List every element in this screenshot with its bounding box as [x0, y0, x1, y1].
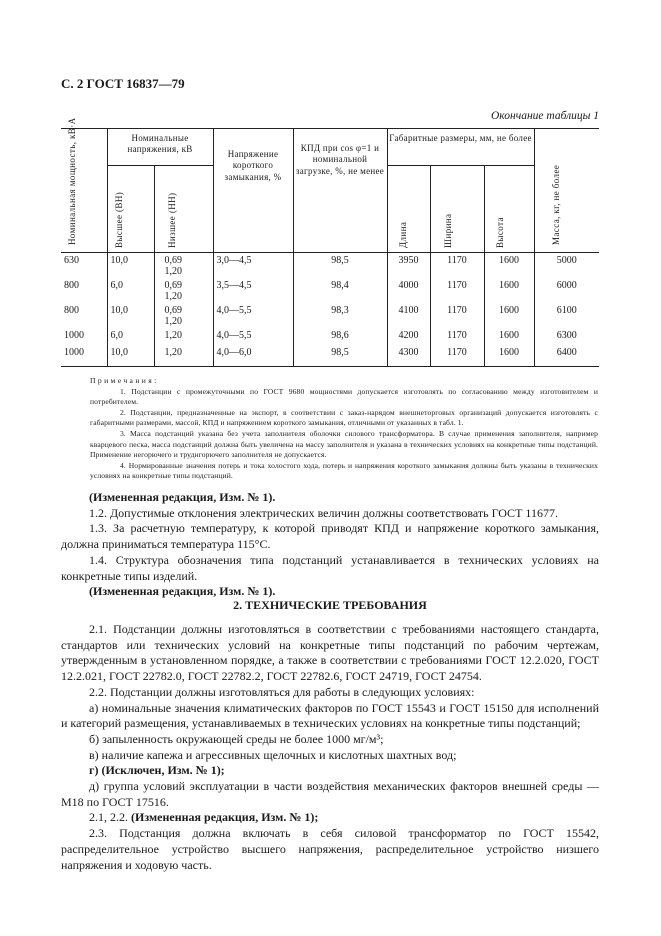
para-2-1-2-2-edit: 2.1, 2.2. (Измененная редакция, Изм. № 1);: [89, 810, 319, 825]
edit-note-1: (Измененная редакция, Изм. № 1).: [89, 490, 276, 504]
section-2-title: 2. ТЕХНИЧЕСКИЕ ТРЕБОВАНИЯ: [233, 598, 427, 612]
page-header: С. 2 ГОСТ 16837—79: [61, 76, 185, 91]
table-row: 630 10,0 0,69 1,20 3,0—4,5 98,5 3950 1170 1600 5000: [61, 253, 599, 278]
para-2-2-d: д) группа условий эксплуатации в части воздействия механических факторов внешней среды — М18 по ГОСТ 17516.: [61, 779, 599, 809]
table-caption: Окончание таблицы 1: [491, 110, 599, 122]
edit-note-2: (Измененная редакция, Изм. № 1).: [89, 584, 276, 599]
para-1-3: 1.3. За расчетную температуру, к которой приводят КПД и напряжение короткого замыкания, должна приниматься температура 115°С.: [61, 521, 599, 552]
para-2-2: 2.2. Подстанции должны изготовляться для работы в следующих условиях:: [89, 684, 475, 699]
table-row: 800 10,0 0,69 1,20 4,0—5,5 98,3 4100 1170 1600 6100: [61, 303, 599, 328]
col-low-header: Низшее (НН): [154, 166, 213, 253]
note-1: 1. Подстанции с промежуточными по ГОСТ 9680 мощностями допускается изготовлять по согласованию между изготовителем и потребителем.: [90, 386, 598, 407]
para-2-2-v: в) наличие капежа и агрессивных щелочных и кислотных шахтных вод;: [89, 747, 457, 762]
notes-title: Примечания:: [90, 376, 159, 385]
note-4: 4. Нормированные значения потерь и тока холостого хода, потерь и напряжения короткого замыкания должны быть указаны в технических условиях на конкретные типы подстанций.: [90, 460, 598, 481]
body-text-top: [61, 490, 599, 600]
para-1-2: 1.2. Допустимые отклонения электрических величин должны соответствовать ГОСТ 11677.: [89, 505, 558, 520]
para-2-1: 2.1. Подстанции должны изготовляться в соответствии с требованиями настоящего стандарта, стандартов или технических условий на конкретные типы подстанций по рабочим чертежам, утвержденным в установленном порядке, а также в соответствии с требованиями ГОСТ 12.2.020, ГОСТ 12.2.021, ГОСТ 22782.0, ГОСТ 22782.2, ГОСТ 22782.6, ГОСТ 24719, ГОСТ 24754.: [61, 622, 599, 684]
col-short-header: Напряжение короткого замыкания, %: [213, 129, 293, 253]
col-mass-header: Масса, кг, не более: [534, 129, 599, 253]
table-row: 800 6,0 0,69 1,20 3,5—4,5 98,4 4000 1170 1600 6000: [61, 278, 599, 303]
col-dims-header: Габаритные размеры, мм, не более: [387, 129, 534, 166]
note-3: 3. Масса подстанций указана без учета заполнителя оболочки силового трансформатора. В случае применения заполнителя, например кварцевого песка, масса подстанций должна быть увеличена на массу заполнителя и указана в технических условиях на конкретные типы подстанций. Применение негорючего и труднгорючего заполнителя не допускается.: [90, 428, 598, 460]
section-2-title-wrap: [61, 598, 599, 614]
para-1-4: 1.4. Структура обозначения типа подстанций устанавливается в технических условиях на конкретные типы изделий.: [61, 552, 599, 583]
para-2-2-a: а) номинальные значения климатических факторов по ГОСТ 15543 и ГОСТ 15150 для исполнений и категорий размещения, устанавливаемых в технических условиях на конкретные типы подстанций;: [61, 700, 599, 731]
table-row: 1000 10,0 1,20 4,0—6,0 98,5 4300 1170 1600 6400: [61, 345, 599, 367]
table-notes: [90, 376, 598, 482]
col-power-header: Номинальная мощность, кВ·А: [61, 129, 107, 253]
note-2: 2. Подстанции, предназначенные на экспорт, в соответствии с заказ-нарядом внешнеторговых организаций допускается изготовлять с габаритными размерами, массой, КПД и напряжением короткого замыкания, отличными от указанных в табл. 1.: [90, 407, 598, 428]
col-length-header: Длина: [387, 166, 430, 253]
col-voltages-header: Номинальные напряжения, кВ: [107, 129, 213, 166]
body-text-bottom: [61, 622, 599, 873]
col-height-header: Высота: [484, 166, 534, 253]
para-2-3: 2.3. Подстанция должна включать в себя силовой трансформатор по ГОСТ 15542, распределительное устройство высшего напряжения, распределительное устройство низшего напряжения и ходовую часть.: [61, 826, 599, 872]
col-eff-header: КПД при cos φ=1 и номинальной загрузке, %, не менее: [293, 129, 387, 253]
table-row: 1000 6,0 1,20 4,0—5,5 98,6 4200 1170 1600 6300: [61, 328, 599, 345]
para-2-2-g: г) (Исключен, Изм. № 1);: [89, 763, 225, 778]
col-high-header: Высшее (ВН): [107, 166, 154, 253]
col-width-header: Ширина: [430, 166, 484, 253]
para-2-2-b: б) запыленность окружающей среды не более 1000 мг/м³;: [89, 731, 384, 746]
spec-table: [61, 117, 599, 367]
